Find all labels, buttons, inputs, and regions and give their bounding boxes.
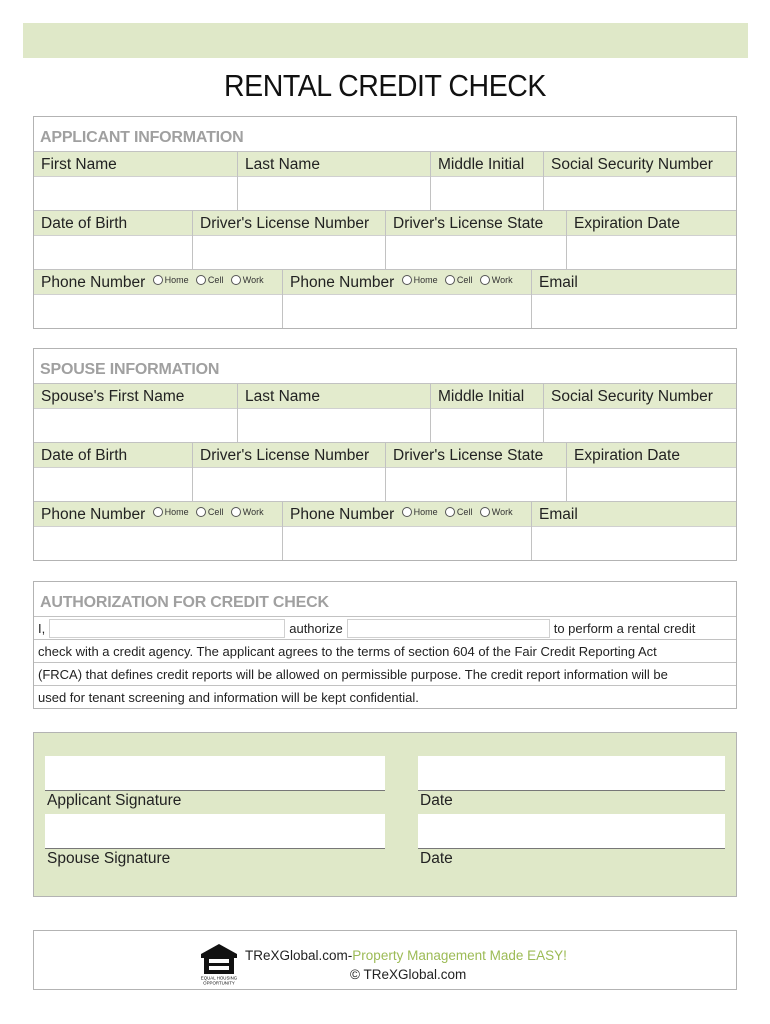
first-name-field[interactable] [34,176,237,210]
spouse-license-state-label: Driver's License State [386,443,566,467]
radio-circle-icon [445,507,455,517]
phone-1-label: Phone Number [41,274,146,291]
phone-1-cell-radio[interactable]: Cell [196,275,224,285]
spouse-email-cell [532,501,736,560]
spouse-phone-1-work-radio[interactable]: Work [231,507,264,517]
spouse-ssn-cell [544,383,736,442]
spouse-row-2 [34,442,736,501]
authorization-line-3: (FRCA) that defines credit reports will be allowed on permissible purpose. The credit report information will be [34,662,736,685]
radio-circle-icon [231,275,241,285]
authorization-line-4: used for tenant screening and information will be kept confidential. [34,685,736,708]
radio-circle-icon [153,507,163,517]
license-state-label: Driver's License State [386,211,566,235]
email-cell [532,269,736,328]
auth-suffix: to perform a rental credit [553,620,696,636]
applicant-name-input[interactable] [49,619,285,638]
dob-label: Date of Birth [34,211,192,235]
spouse-last-name-label: Last Name [238,384,430,408]
radio-circle-icon [445,275,455,285]
dob-field[interactable] [34,235,192,269]
spouse-dob-field[interactable] [34,467,192,501]
spouse-phone-2-field[interactable] [283,526,531,560]
middle-initial-field[interactable] [431,176,543,210]
license-number-field[interactable] [193,235,385,269]
footer-line-1 [245,948,567,963]
spouse-phone-2-cell [283,501,532,560]
last-name-label: Last Name [238,152,430,176]
spouse-row-3 [34,501,736,560]
footer-copyright: © TReXGlobal.com [350,967,467,982]
spouse-first-name-label: Spouse's First Name [34,384,237,408]
radio-circle-icon [480,275,490,285]
spouse-license-number-cell [193,442,386,501]
first-name-label: First Name [34,152,237,176]
applicant-date-field[interactable] [418,756,725,791]
phone-2-cell-radio[interactable]: Cell [445,275,473,285]
spouse-phone-1-field[interactable] [34,526,282,560]
spouse-row-1 [34,383,736,442]
spouse-dob-cell [34,442,193,501]
authorization-line-2: check with a credit agency. The applicant agrees to the terms of section 604 of the Fair Credit Reporting Act [34,639,736,662]
spouse-phone-1-label: Phone Number [41,506,146,523]
spouse-expiration-date-field[interactable] [567,467,736,501]
spouse-email-field[interactable] [532,526,736,560]
license-number-label: Driver's License Number [193,211,385,235]
spouse-phone-2-label: Phone Number [290,506,395,523]
applicant-signature-field[interactable] [45,756,385,791]
spouse-license-state-cell [386,442,567,501]
email-field[interactable] [532,294,736,328]
spouse-phone-1-cell [34,501,283,560]
page-title: RENTAL CREDIT CHECK [224,68,546,103]
spouse-phone-2-cell-radio[interactable]: Cell [445,507,473,517]
applicant-signature-label: Applicant Signature [47,792,182,809]
signature-section [33,732,737,897]
spouse-license-number-field[interactable] [193,467,385,501]
spouse-middle-initial-field[interactable] [431,408,543,442]
phone-1-cell [34,269,283,328]
radio-circle-icon [196,507,206,517]
spouse-expiration-date-cell [567,442,736,501]
ssn-field[interactable] [544,176,736,210]
phone-1-home-radio[interactable]: Home [153,275,189,285]
ssn-cell [544,151,736,210]
phone-2-field[interactable] [283,294,531,328]
spouse-signature-field[interactable] [45,814,385,849]
radio-circle-icon [402,275,412,285]
radio-circle-icon [231,507,241,517]
spouse-first-name-field[interactable] [34,408,237,442]
applicant-section-title: APPLICANT INFORMATION [40,129,244,146]
middle-initial-cell [431,151,544,210]
last-name-cell [238,151,431,210]
last-name-field[interactable] [238,176,430,210]
phone-2-cell [283,269,532,328]
logo-text-line-1: EQUAL HOUSING [200,975,238,981]
ssn-label: Social Security Number [544,152,736,176]
first-name-cell [34,151,238,210]
license-state-cell [386,210,567,269]
applicant-row-2 [34,210,736,269]
spouse-signature-label: Spouse Signature [47,850,171,867]
spouse-phone-2-home-radio[interactable]: Home [402,507,438,517]
spouse-last-name-field[interactable] [238,408,430,442]
dob-cell [34,210,193,269]
applicant-date-label: Date [420,792,453,809]
spouse-first-name-cell [34,383,238,442]
spouse-phone-1-cell-radio[interactable]: Cell [196,507,224,517]
spouse-email-label: Email [532,502,736,526]
footer-tagline: Property Management Made EASY! [352,948,567,963]
radio-circle-icon [402,507,412,517]
license-number-cell [193,210,386,269]
spouse-license-number-label: Driver's License Number [193,443,385,467]
authorization-section-title: AUTHORIZATION FOR CREDIT CHECK [40,594,329,611]
applicant-row-3 [34,269,736,328]
phone-2-work-radio[interactable]: Work [480,275,513,285]
spouse-phone-2-work-radio[interactable]: Work [480,507,513,517]
spouse-license-state-field[interactable] [386,467,566,501]
spouse-date-field[interactable] [418,814,725,849]
applicant-row-1 [34,151,736,210]
expiration-date-label: Expiration Date [567,211,736,235]
radio-circle-icon [153,275,163,285]
spouse-middle-initial-label: Middle Initial [431,384,543,408]
spouse-phone-1-label-bar [34,502,282,526]
auth-prefix: I, [38,620,46,636]
spouse-ssn-label: Social Security Number [544,384,736,408]
spouse-expiration-date-label: Expiration Date [567,443,736,467]
footer [33,930,737,990]
spouse-last-name-cell [238,383,431,442]
spouse-phone-1-home-radio[interactable]: Home [153,507,189,517]
phone-2-label-bar [283,270,531,294]
phone-1-field[interactable] [34,294,282,328]
spouse-phone-2-label-bar [283,502,531,526]
applicant-section [33,116,737,329]
spouse-middle-initial-cell [431,383,544,442]
top-banner [23,23,748,58]
phone-2-home-radio[interactable]: Home [402,275,438,285]
spouse-ssn-field[interactable] [544,408,736,442]
auth-middle: authorize [289,620,343,636]
authorization-section [33,581,737,709]
phone-1-label-bar [34,270,282,294]
spouse-dob-label: Date of Birth [34,443,192,467]
spouse-section-title: SPOUSE INFORMATION [40,361,220,378]
email-label: Email [532,270,736,294]
logo-text-line-2: OPPORTUNITY [203,980,235,986]
spouse-section [33,348,737,561]
phone-1-work-radio[interactable]: Work [231,275,264,285]
authorized-party-input[interactable] [347,619,550,638]
radio-circle-icon [480,507,490,517]
expiration-date-cell [567,210,736,269]
radio-circle-icon [196,275,206,285]
authorization-line-1 [34,616,736,639]
spouse-date-label: Date [420,850,453,867]
middle-initial-label: Middle Initial [431,152,543,176]
license-state-field[interactable] [386,235,566,269]
equal-housing-logo-icon [199,943,239,986]
footer-brand: TReXGlobal.com- [245,948,353,963]
expiration-date-field[interactable] [567,235,736,269]
phone-2-label: Phone Number [290,274,395,291]
